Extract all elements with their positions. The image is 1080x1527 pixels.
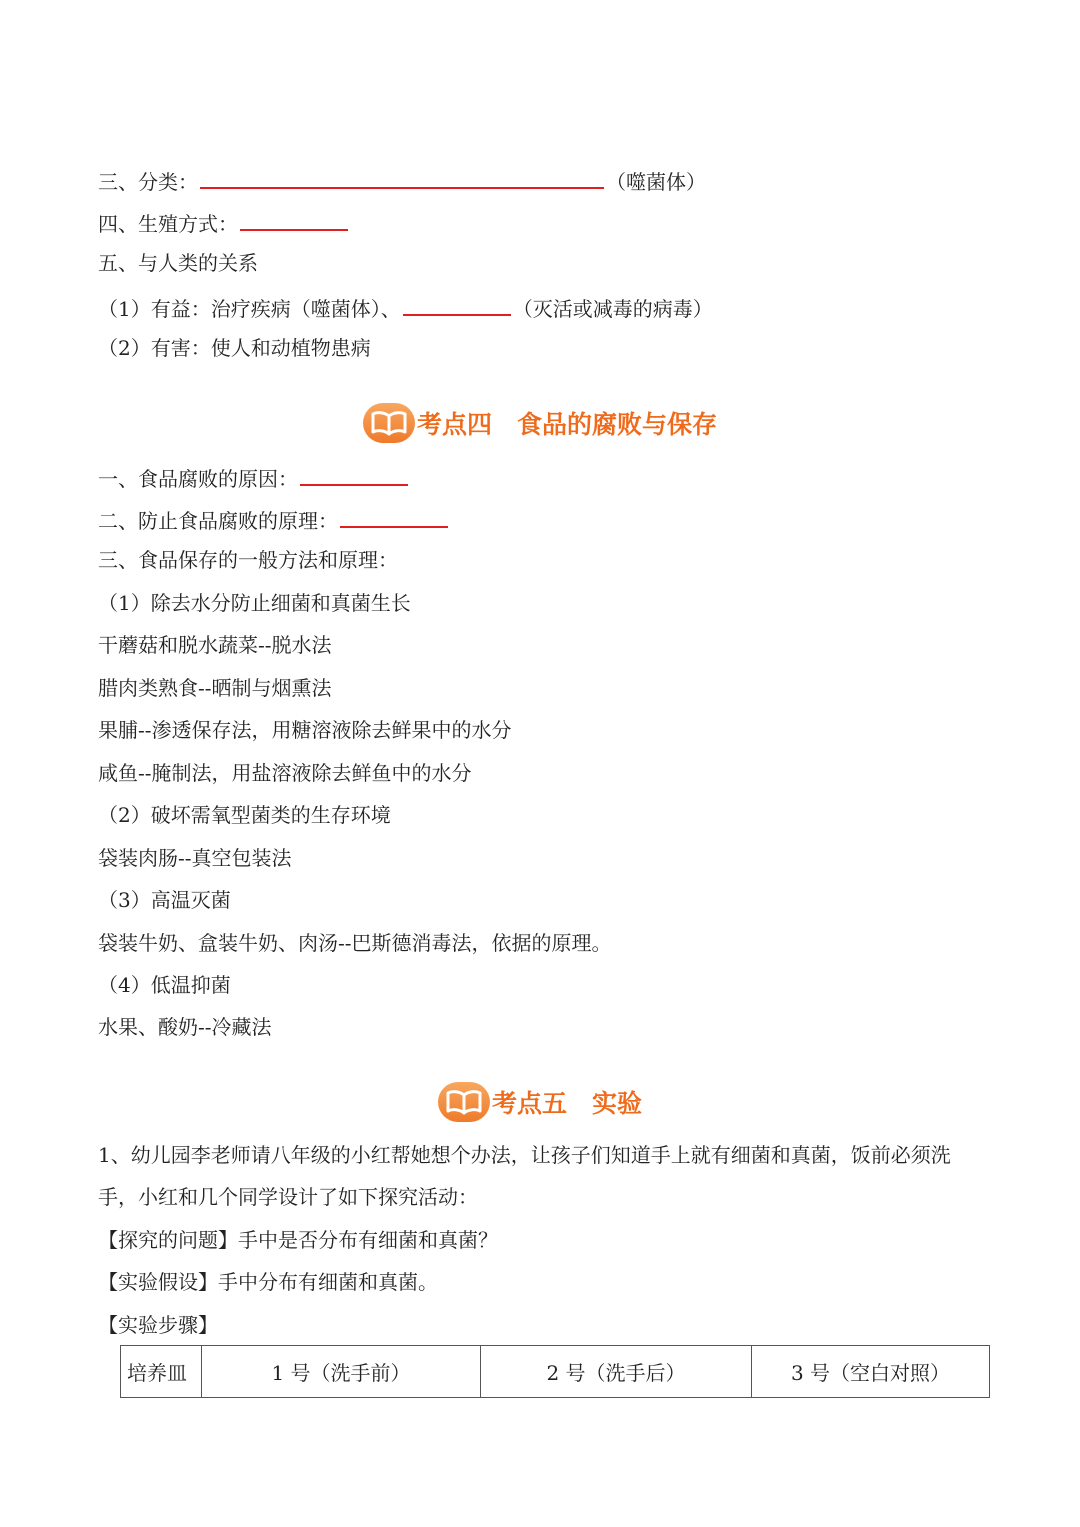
method-1a: 干蘑菇和脱水蔬菜--脱水法 (98, 633, 332, 657)
relation-label: 五、与人类的关系 (98, 251, 258, 275)
method-3: （3）高温灭菌 (98, 888, 231, 912)
table-row (121, 1346, 990, 1398)
table-cell-dish-2: 2 号（洗手后） (481, 1346, 752, 1398)
benefit-suffix: （灭活或减毒的病毒） (512, 297, 713, 321)
classify-line (98, 165, 706, 196)
method-1b: 腊肉类熟食--晒制与烟熏法 (98, 676, 332, 700)
experiment-table (120, 1345, 990, 1398)
classify-label: 三、分类： (98, 170, 198, 194)
heading-topic-five (0, 1077, 1080, 1127)
method-3a: 袋装牛奶、盒装牛奶、肉汤--巴斯德消毒法，依据的原理。 (98, 931, 612, 955)
prevent-line (98, 504, 450, 535)
benefit-line (98, 292, 713, 323)
method-1d: 咸鱼--腌制法，用盐溶液除去鲜鱼中的水分 (98, 761, 472, 785)
table-cell-dish: 培养皿 (121, 1346, 202, 1398)
heading-topic-five-title: 考点五 实验 (491, 1089, 642, 1118)
method-2a: 袋装肉肠--真空包装法 (98, 846, 292, 870)
method-1c: 果脯--渗透保存法，用糖溶液除去鲜果中的水分 (98, 718, 512, 742)
method-4: （4）低温抑菌 (98, 973, 231, 997)
question-text: 1、幼儿园李老师请八年级的小红帮她想个办法，让孩子们知道手上就有细菌和真菌，饭前必须洗手，小红和几个同学设计了如下探究活动： (98, 1143, 951, 1209)
cause-label: 一、食品腐败的原因： (98, 467, 298, 491)
classify-blank[interactable] (200, 165, 604, 189)
steps-label: 【实验步骤】 (98, 1313, 218, 1337)
reproduce-blank[interactable] (240, 207, 348, 231)
open-book-icon (363, 403, 415, 443)
prevent-blank[interactable] (340, 504, 448, 528)
open-book-icon (438, 1082, 490, 1122)
hypothesis-line: 【实验假设】手中分布有细菌和真菌。 (98, 1270, 438, 1294)
reproduce-label: 四、生殖方式： (98, 212, 238, 236)
method-4a: 水果、酸奶--冷藏法 (98, 1015, 272, 1039)
heading-topic-four-title: 考点四 食品的腐败与保存 (416, 410, 717, 439)
cause-line (98, 462, 410, 493)
cause-blank[interactable] (300, 462, 408, 486)
classify-suffix: （噬菌体） (606, 170, 706, 194)
table-cell-dish-3: 3 号（空白对照） (752, 1346, 990, 1398)
inquiry-line: 【探究的问题】手中是否分布有细菌和真菌？ (98, 1228, 498, 1252)
prevent-label: 二、防止食品腐败的原理： (98, 509, 338, 533)
method-1: （1）除去水分防止细菌和真菌生长 (98, 591, 411, 615)
harm-line: （2）有害：使人和动植物患病 (98, 336, 371, 360)
benefit-blank[interactable] (403, 292, 511, 316)
reproduce-line (98, 207, 350, 238)
heading-topic-four (0, 398, 1080, 448)
methods-label: 三、食品保存的一般方法和原理： (98, 548, 398, 572)
table-cell-dish-1: 1 号（洗手前） (202, 1346, 481, 1398)
benefit-prefix: （1）有益：治疗疾病（噬菌体）、 (98, 297, 401, 321)
method-2: （2）破坏需氧型菌类的生存环境 (98, 803, 391, 827)
